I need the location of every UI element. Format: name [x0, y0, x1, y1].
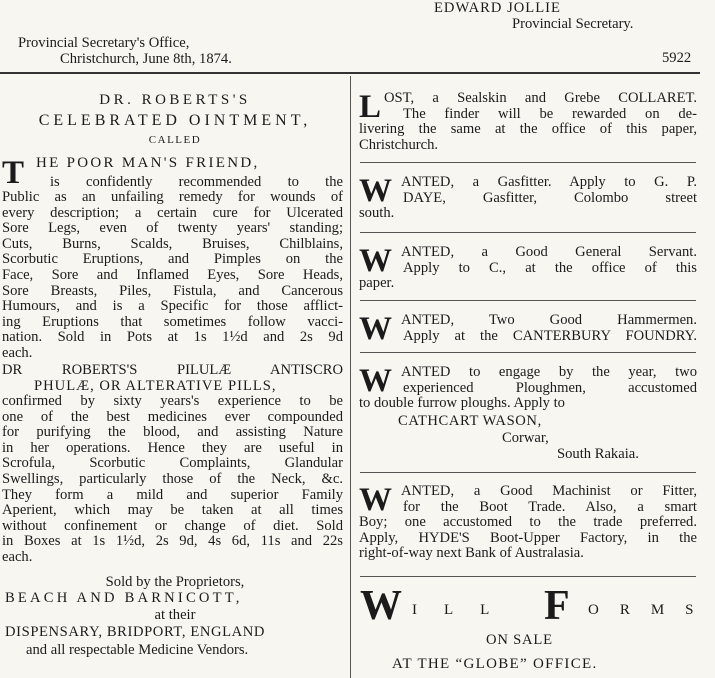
pills-body-line: without confinement or change of diet. Sold — [2, 517, 343, 534]
ad-separator — [360, 300, 696, 301]
ad-line: to double furrow ploughs. Apply to — [359, 395, 565, 412]
ad-line: ANTED, a Good Machinist or Fitter, — [401, 483, 697, 499]
pills-body-line: They form a mild and superior Family — [2, 486, 343, 503]
proprietors: BEACH AND BARNICOTT, — [5, 590, 243, 606]
ploughmen-signature-name: CATHCART WASON, — [398, 413, 542, 429]
ointment-line2: is confidently recommended to the — [50, 174, 343, 190]
ad-hammermen — [359, 311, 697, 347]
will-forms-orms: ORMS — [588, 602, 715, 618]
ad-ploughmen — [359, 365, 697, 412]
ad-separator — [360, 162, 696, 163]
pills-body-line: for purifying the blood, and assisting Nature — [2, 424, 343, 441]
will-forms-ill: ILL — [412, 602, 517, 618]
office-line: Provincial Secretary's Office, — [18, 35, 190, 51]
will-forms-f: F — [544, 583, 570, 629]
pills-line1: DR ROBERTS'S PILULÆ ANTISCRO — [2, 362, 343, 378]
ad-separator — [360, 472, 696, 473]
ad-line: south. — [359, 205, 395, 222]
pills-body — [2, 394, 343, 566]
ad-servant-dropcap: W — [359, 243, 392, 279]
ointment-called: CALLED — [148, 134, 202, 146]
ointment-body-line: every description; a certain cure for Ulcerated — [2, 204, 343, 221]
signature-name: EDWARD JOLLIE — [434, 0, 561, 16]
at-their: at their — [154, 607, 196, 623]
will-forms-at-globe: AT THE “GLOBE” OFFICE. — [392, 656, 598, 672]
ointment-body-line: Sore Breasts, Piles, Fistula, and Cancerous — [2, 282, 343, 299]
pills-body-line: Swellings, particularly those of the Neck, &c. — [2, 470, 343, 487]
pills-body-line: each. — [2, 548, 33, 565]
ointment-body — [2, 190, 343, 362]
ointment-heading-2: CELEBRATED OINTMENT, — [38, 112, 312, 129]
ad-line: for the Boot Trade. Also, a smart — [403, 498, 697, 515]
ointment-body-line: ing Eruptions that sometimes follow vacci- — [2, 313, 343, 330]
signature-title: Provincial Secretary. — [512, 16, 634, 32]
ad-line: ANTED, Two Good Hammermen. — [401, 312, 697, 328]
ad-lost — [359, 91, 697, 153]
ad-separator — [360, 576, 696, 577]
ad-line: Apply to C., at the office of this — [403, 259, 697, 276]
ad-gasfitter — [359, 175, 697, 222]
ad-ploughmen-dropcap: W — [359, 363, 392, 399]
ad-separator — [360, 352, 696, 353]
ad-lost-dropcap: L — [359, 89, 382, 125]
ointment-body-line: Scorbutic Eruptions, and Pimples on the — [2, 251, 343, 268]
sold-by: Sold by the Proprietors, — [105, 574, 245, 590]
ad-line: ANTED, a Gasfitter. Apply to G. P. — [401, 174, 697, 190]
ad-hammermen-dropcap: W — [359, 311, 392, 347]
ointment-dropcap: T — [2, 155, 25, 191]
ad-line: paper. — [359, 275, 395, 292]
pills-body-line: in Boxes at 1s 1½d, 2s 9d, 4s 6d, 11s and 22s — [2, 533, 343, 550]
pills-body-line: one of the best medicines ever compounded — [2, 408, 343, 425]
vendors: and all respectable Medicine Vendors. — [26, 642, 249, 658]
will-forms-on-sale: ON SALE — [486, 632, 553, 648]
ointment-body-line: Face, Sore and Inflamed Eyes, Sore Heads, — [2, 266, 343, 283]
place-date: Christchurch, June 8th, 1874. — [60, 51, 232, 67]
dispensary: DISPENSARY, BRIDPORT, ENGLAND — [5, 624, 266, 640]
ointment-body-line: Cuts, Burns, Scalds, Bruises, Chilblains, — [2, 235, 343, 252]
pills-body-line: Aperient, which may be taken at all times — [2, 502, 343, 519]
ointment-body-line: Sore Legs, even of twenty years' standing; — [2, 220, 343, 237]
ploughmen-signature-region: South Rakaia. — [557, 446, 639, 462]
ad-machinist — [359, 484, 697, 562]
ad-line: Christchurch. — [359, 136, 439, 153]
ad-gasfitter-dropcap: W — [359, 173, 392, 209]
ad-line: The finder will be rewarded on de- — [403, 105, 697, 122]
ointment-body-line: Public as an unfailing remedy for wounds of — [2, 189, 343, 205]
ad-line: livering the same at the office of this paper, — [359, 121, 697, 138]
ad-line: Boy; one accustomed to the trade preferred. — [359, 514, 697, 531]
ad-line: DAYE, Gasfitter, Colombo street — [403, 189, 697, 206]
ointment-line1: HE POOR MAN'S FRIEND, — [36, 155, 260, 171]
ad-line: right-of-way next Bank of Australasia. — [359, 545, 584, 562]
ad-line: Apply at the CANTERBURY FOUNDRY. — [403, 327, 697, 344]
pills-body-line: in her operations. Hence they are useful in — [2, 439, 343, 456]
ploughmen-signature-place: Corwar, — [502, 430, 549, 446]
column-divider — [350, 76, 351, 678]
ad-line: Apply, HYDE'S Boot-Upper Factory, in the — [359, 529, 697, 546]
ad-line: ANTED to engage by the year, two — [401, 364, 697, 380]
will-forms-w: W — [360, 583, 402, 629]
ad-servant — [359, 245, 697, 292]
pills-body-line: confirmed by sixty years's experience to be — [2, 393, 343, 409]
ointment-heading-1: DR. ROBERTS'S — [99, 92, 251, 108]
ad-line: experienced Ploughmen, accustomed — [403, 379, 697, 396]
pills-line2: PHULÆ, OR ALTERATIVE PILLS, — [34, 378, 277, 394]
top-rule — [0, 72, 700, 74]
ointment-body-line: Humours, and is a Specific for those afflict- — [2, 298, 343, 315]
reference-number: 5922 — [662, 50, 692, 66]
ad-line: OST, a Sealskin and Grebe COLLARET. — [384, 90, 697, 106]
ointment-body-line: each. — [2, 344, 33, 361]
pills-body-line: Scrofula, Scorbutic Complaints, Glandular — [2, 455, 343, 472]
ad-separator — [360, 232, 696, 233]
ointment-body-line: nation. Sold in Pots at 1s 1½d and 2s 9d — [2, 329, 343, 346]
ad-line: ANTED, a Good General Servant. — [401, 244, 697, 260]
ad-machinist-dropcap: W — [359, 482, 392, 518]
